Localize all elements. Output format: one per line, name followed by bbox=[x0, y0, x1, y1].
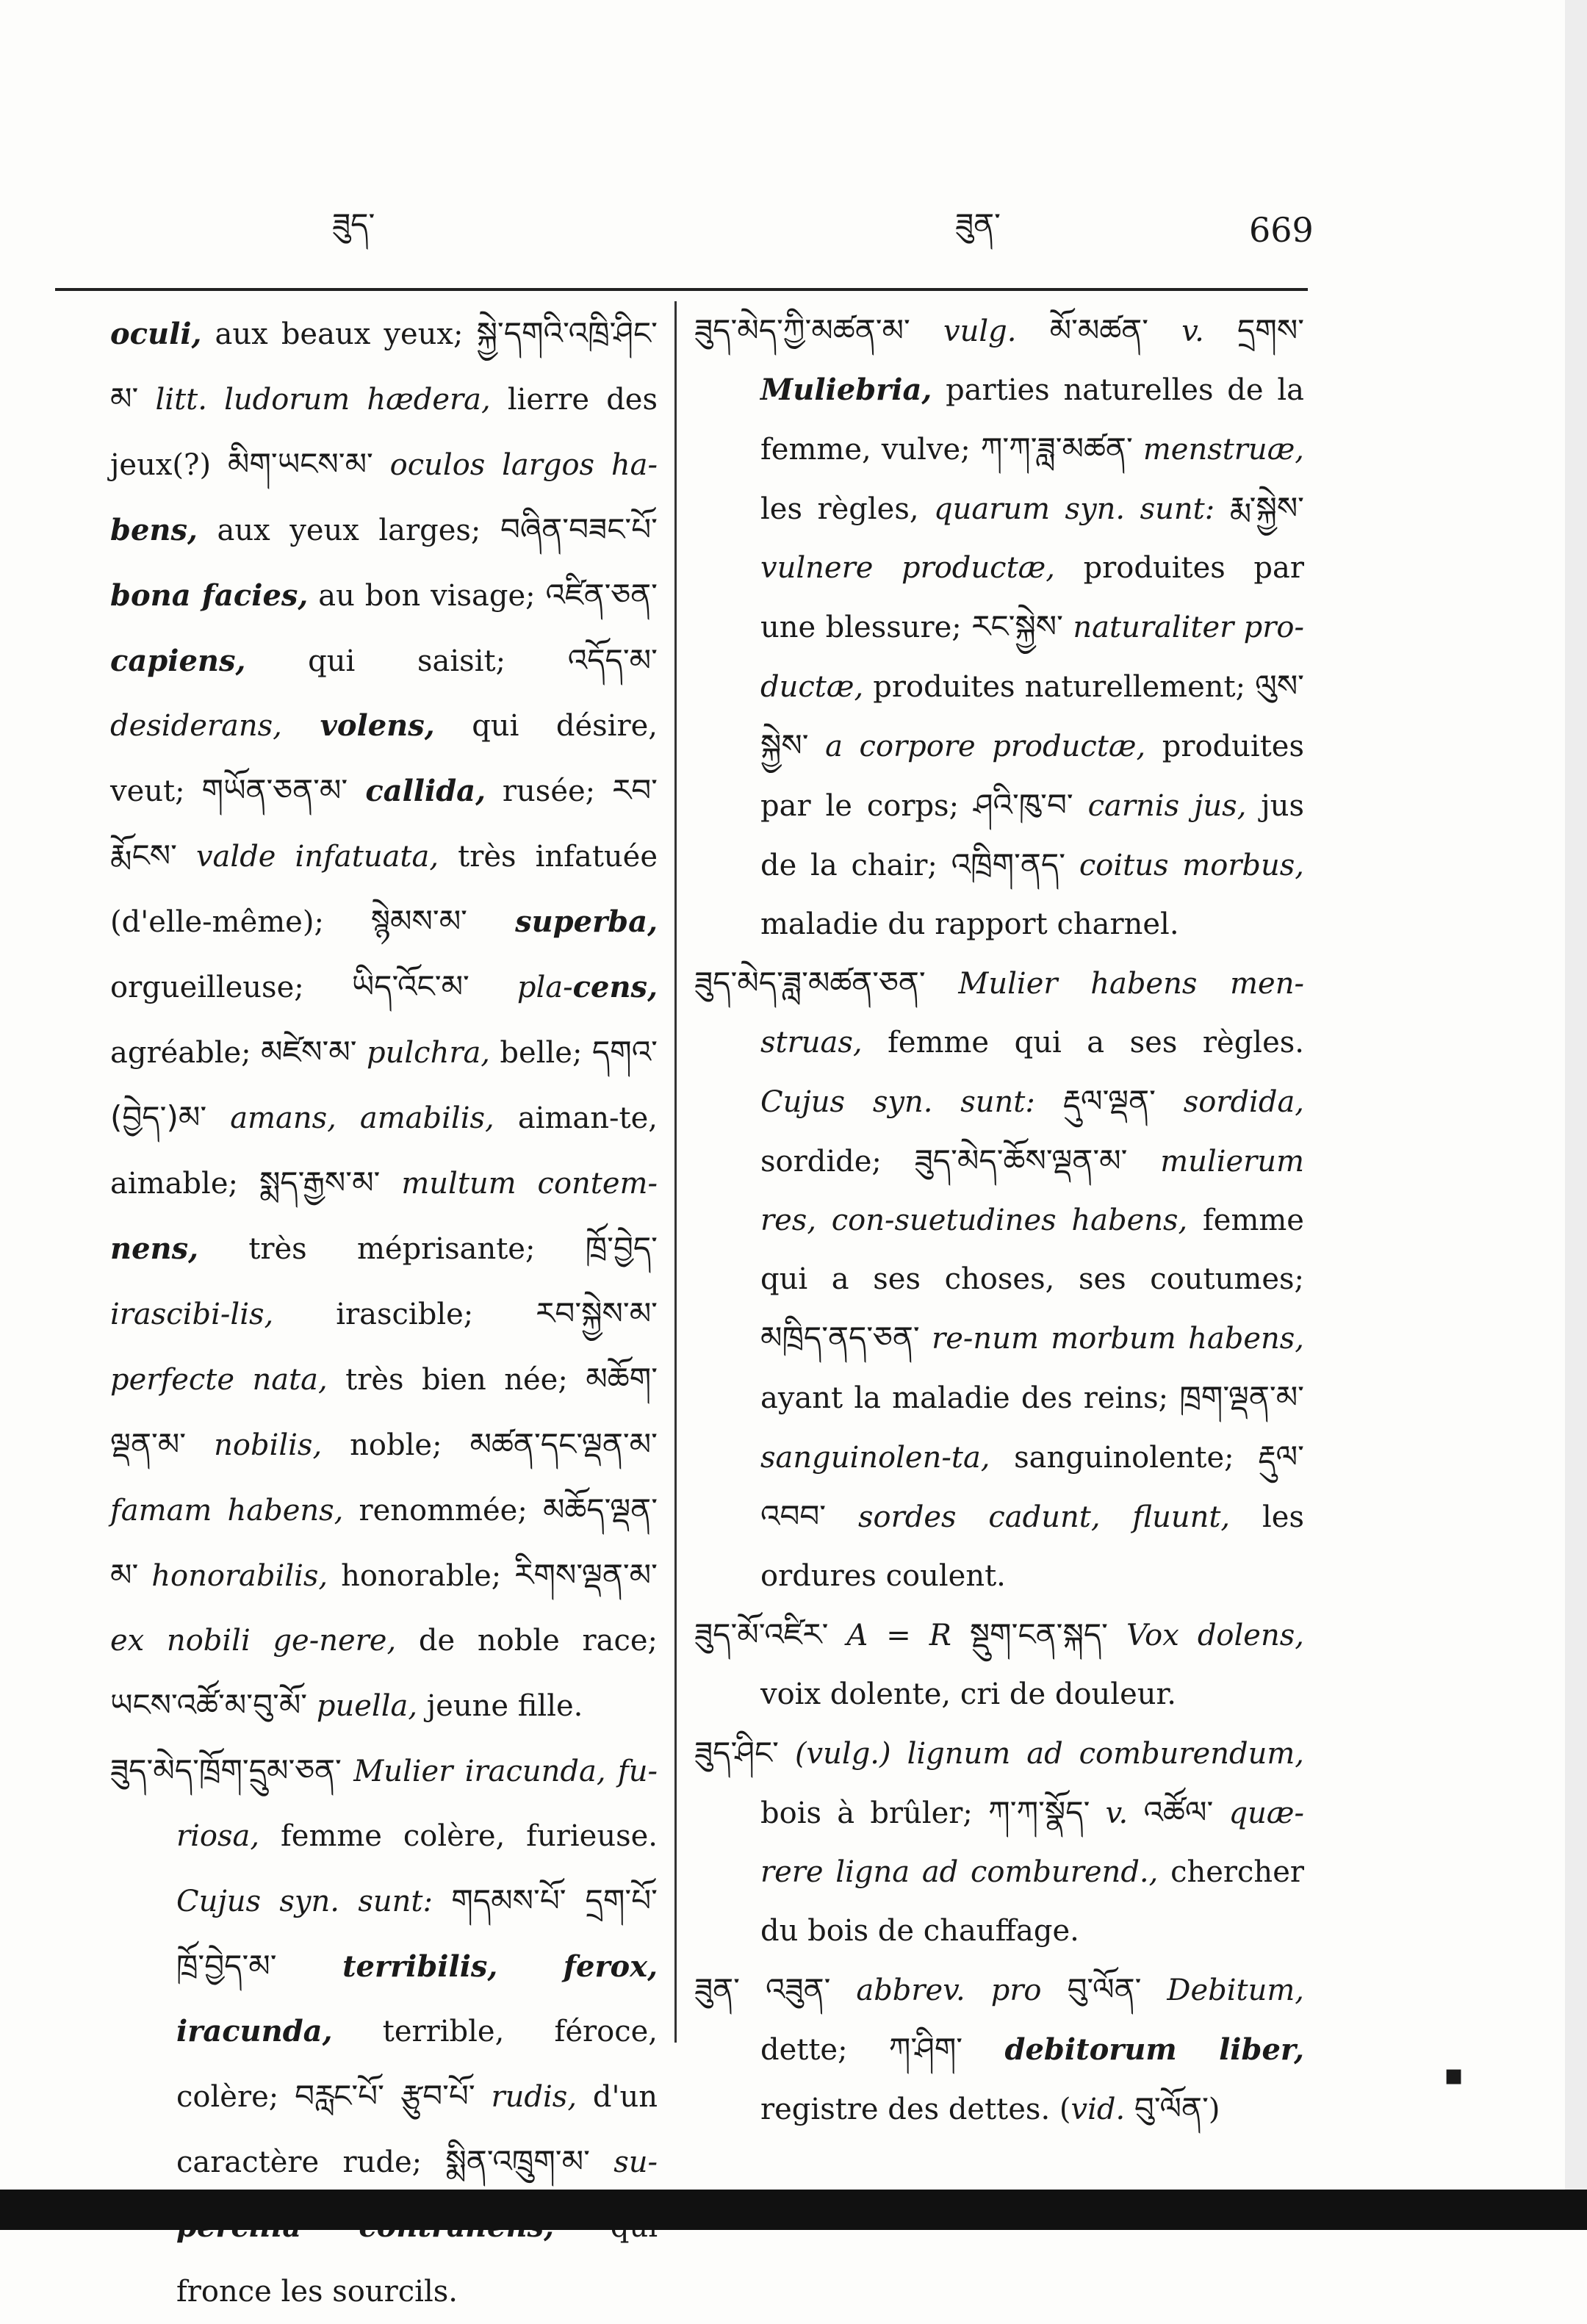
latin-gloss: multum contem- bbox=[380, 1167, 658, 1201]
tibetan-term: བཞིན་བཟང་པོ་ bbox=[500, 511, 658, 547]
tibetan-term: ཟུད་ཤིང་ bbox=[694, 1735, 779, 1771]
latin-gloss: v. bbox=[1148, 314, 1204, 348]
french-gloss: orgueilleuse; bbox=[110, 971, 352, 1004]
french-gloss: d'un caractère rude; bbox=[176, 2080, 658, 2179]
latin-gloss: vid. bbox=[1070, 2093, 1126, 2126]
tibetan-term: གདམས་པོ་ དྲག་པོ་ ཁྲོ་བྱེད་མ་ bbox=[176, 1882, 658, 1984]
latin-gloss: nens, bbox=[110, 1231, 199, 1266]
french-gloss: aux yeux larges; bbox=[197, 514, 500, 547]
latin-gloss: Mulier iracunda, fu-riosa, bbox=[176, 1755, 658, 1853]
tibetan-term: མཁྲིད་ནད་ཅན་ bbox=[760, 1320, 920, 1356]
dictionary-entry bbox=[694, 1724, 1304, 1960]
latin-gloss: debitorum liber, bbox=[962, 2032, 1305, 2067]
french-gloss: sanguinolente; bbox=[990, 1441, 1259, 1475]
latin-gloss: perfecte nata, bbox=[110, 1363, 328, 1397]
latin-gloss: ex nobili ge- bbox=[110, 1624, 320, 1658]
tibetan-term: འཁྲིག་ནད་ bbox=[951, 846, 1066, 882]
tibetan-term: རྡུལ་འབབ་ bbox=[760, 1439, 1304, 1534]
french-gloss bbox=[1214, 492, 1229, 526]
latin-gloss: desiderans, bbox=[110, 709, 282, 743]
tibetan-term: ལུས་སྐྱེས་ bbox=[760, 668, 1304, 763]
french-gloss: honorable; bbox=[328, 1559, 515, 1593]
tibetan-term: འཚོལ་ bbox=[1143, 1794, 1214, 1830]
french-gloss: aux beaux yeux; bbox=[201, 317, 477, 351]
french-gloss bbox=[740, 1974, 766, 2007]
latin-gloss: Muliebria, bbox=[760, 373, 932, 407]
latin-gloss: pla- bbox=[469, 971, 573, 1004]
latin-gloss: (vulg.) lignum ad comburendum, bbox=[778, 1737, 1304, 1771]
tibetan-term: བུ་ལོན་ bbox=[1067, 1971, 1142, 2007]
french-gloss: dette; bbox=[760, 2033, 889, 2067]
latin-gloss: sanguinolen-ta, bbox=[760, 1441, 990, 1475]
french-gloss: les ordures coulent. bbox=[760, 1500, 1304, 1593]
tibetan-term: ཟུད་མེད་ཟླ་མཚན་ཅན་ bbox=[694, 965, 926, 1001]
french-gloss: femme qui a ses règles. bbox=[862, 1026, 1304, 1060]
latin-gloss: v. bbox=[1090, 1796, 1129, 1830]
french-gloss bbox=[951, 1619, 970, 1652]
french-gloss bbox=[1042, 1974, 1068, 2007]
latin-gloss: sordes cadunt, fluunt, bbox=[826, 1500, 1231, 1534]
tibetan-term: ཤིང་མ་ bbox=[110, 315, 658, 417]
tibetan-term: ཀ་ཀ་སྣོད་ bbox=[988, 1794, 1090, 1830]
latin-gloss: A = R bbox=[828, 1619, 951, 1652]
french-gloss: registre des dettes. ( bbox=[760, 2093, 1071, 2126]
french-gloss bbox=[1204, 314, 1237, 348]
header-right-headword: ཟུན་ bbox=[955, 206, 1001, 242]
dictionary-entry bbox=[110, 1738, 658, 2324]
french-gloss: jus de la chair; bbox=[760, 789, 1304, 882]
latin-gloss: litt. ludorum hædera, bbox=[138, 383, 491, 417]
french-gloss: très bien née; bbox=[327, 1363, 586, 1397]
tibetan-term: ཁྲག་ལྡན་མ་ bbox=[1179, 1379, 1304, 1415]
tibetan-term: ཡངས་འཚོ་མ་བུ་མོ་ bbox=[110, 1687, 308, 1723]
latin-gloss: volens, bbox=[281, 708, 435, 743]
french-gloss: de noble race; bbox=[396, 1624, 658, 1658]
latin-gloss: Debitum, bbox=[1141, 1974, 1305, 2007]
french-gloss bbox=[1125, 2093, 1134, 2126]
french-gloss: les règles, bbox=[760, 492, 935, 526]
header-left-headword: ཟུད་ bbox=[332, 206, 375, 242]
scan-edge bbox=[1565, 0, 1587, 2190]
tibetan-term: སྡུག་ངན་སྐད་ bbox=[969, 1616, 1108, 1652]
french-gloss: agréable; bbox=[110, 1036, 262, 1070]
french-gloss: ) bbox=[1208, 2093, 1220, 2126]
tibetan-term: རྡུལ་ལྡན་ bbox=[1062, 1083, 1156, 1119]
french-gloss: renommée; bbox=[343, 1494, 543, 1528]
tibetan-term: འདོད་མ་ bbox=[567, 642, 658, 678]
french-gloss bbox=[1035, 1085, 1063, 1119]
latin-gloss: re-num morbum habens, bbox=[919, 1322, 1304, 1356]
latin-gloss: vulnere productæ, bbox=[760, 551, 1055, 585]
latin-gloss: famam habens, bbox=[110, 1494, 344, 1528]
french-gloss: fronce les sourcils. bbox=[176, 2275, 458, 2309]
dictionary-entry bbox=[694, 1605, 1304, 1724]
latin-gloss: abbrev. pro bbox=[830, 1974, 1042, 2007]
french-gloss: très infatuée (d'elle-même); bbox=[110, 840, 658, 939]
latin-gloss: puella, bbox=[307, 1689, 418, 1723]
latin-gloss: nobilis, bbox=[186, 1428, 323, 1462]
tibetan-term: འཛིན་ཅན་ bbox=[545, 577, 658, 613]
tibetan-term: མིག་ཡངས་མ་ bbox=[227, 446, 373, 482]
french-gloss: sordide; bbox=[760, 1145, 915, 1179]
tibetan-term: མཛེས་མ་ bbox=[261, 1034, 357, 1070]
latin-gloss: mulierum res, con-suetudines habens, bbox=[760, 1145, 1304, 1237]
french-gloss: produites par une blessure; bbox=[760, 551, 1305, 644]
latin-gloss: oculos largos ha- bbox=[373, 448, 658, 482]
tibetan-term: ཀ་ཀ་ཟླ་མཚན་ bbox=[980, 431, 1133, 467]
tibetan-term: དགའ་(བྱེད་)མ་ bbox=[110, 1034, 658, 1135]
latin-gloss: valde infatuata, bbox=[176, 840, 439, 874]
tibetan-term: རིགས་ལྡན་མ་ bbox=[514, 1557, 658, 1593]
latin-gloss: naturaliter pro-ductæ, bbox=[760, 611, 1304, 704]
french-gloss: femme qui a ses choses, ses coutumes; bbox=[760, 1204, 1304, 1296]
tibetan-term: མཆོད་ལྡན་མ་ bbox=[110, 1492, 658, 1593]
tibetan-term: ཀ་ཤིག་ bbox=[888, 2031, 963, 2067]
french-gloss: irascible; bbox=[273, 1298, 536, 1331]
tibetan-term: ཁྲོ་བྱེད་ bbox=[585, 1230, 658, 1266]
french-gloss: parties naturelles de la femme, vulve; bbox=[760, 373, 1304, 467]
latin-gloss: Mulier habens men-struas, bbox=[760, 967, 1304, 1060]
french-gloss: aiman-te, aimable; bbox=[110, 1101, 658, 1201]
tibetan-term: ཟུན་ bbox=[694, 1971, 740, 2007]
tibetan-term: མོ་མཚན་ bbox=[1049, 312, 1149, 348]
latin-gloss: rudis, bbox=[475, 2080, 577, 2114]
latin-gloss: terribilis, ferox, iracunda, bbox=[176, 1949, 658, 2048]
french-gloss: qui saisit; bbox=[245, 644, 568, 678]
french-gloss: femme colère, furieuse. bbox=[259, 1819, 658, 1853]
tibetan-term: ཤའི་ཁུ་བ་ bbox=[973, 787, 1073, 823]
latin-gloss: irascibi- bbox=[110, 1298, 231, 1331]
latin-gloss: coitus morbus, bbox=[1065, 849, 1304, 882]
french-gloss: jeune fille. bbox=[417, 1689, 583, 1723]
dictionary-entry bbox=[694, 1960, 1304, 2139]
header-rule bbox=[55, 288, 1308, 291]
tibetan-term: འཟུན་ bbox=[765, 1971, 831, 2007]
tibetan-term: བུ་ལོན་ bbox=[1134, 2090, 1209, 2126]
latin-gloss: quarum syn. sunt: bbox=[934, 492, 1215, 526]
latin-gloss: amans, amabilis, bbox=[206, 1101, 494, 1135]
latin-gloss: Cujus syn. sunt: bbox=[760, 1085, 1035, 1119]
french-gloss bbox=[1128, 1796, 1143, 1830]
french-gloss: très méprisante; bbox=[198, 1232, 586, 1266]
french-gloss: ayant la maladie des reins; bbox=[760, 1381, 1180, 1415]
tibetan-term: ཟུད་མེད་ཀྱི་མཚན་མ་ bbox=[694, 312, 910, 348]
french-gloss: noble; bbox=[322, 1428, 470, 1462]
french-gloss: rusée; bbox=[486, 774, 613, 808]
tibetan-term: སྨིན་འཁྲུག་མ་ bbox=[445, 2143, 590, 2179]
latin-gloss: lis, bbox=[230, 1298, 274, 1331]
tibetan-term: སྐྱེ་དགའི་འཁྲི་ bbox=[476, 315, 614, 351]
tibetan-term: སྨད་རྒྱས་མ་ bbox=[259, 1165, 381, 1201]
latin-gloss: quæ-rere ligna ad comburend., bbox=[760, 1796, 1305, 1889]
dictionary-entry bbox=[694, 954, 1304, 1605]
latin-gloss: su- bbox=[589, 2145, 658, 2179]
corner-mark: ▪ bbox=[1444, 2057, 1464, 2092]
latin-gloss: nere, bbox=[319, 1624, 397, 1658]
latin-gloss: superba, bbox=[467, 904, 658, 939]
french-gloss: produites naturellement; bbox=[863, 670, 1256, 704]
latin-gloss: oculi, bbox=[110, 317, 202, 351]
latin-gloss: sordida, bbox=[1155, 1085, 1305, 1119]
french-gloss: belle; bbox=[490, 1036, 592, 1070]
left-column bbox=[110, 301, 658, 2324]
tibetan-term: ཟུད་མེད་ཁྲོག་དྲུམ་ཅན་ bbox=[110, 1752, 342, 1788]
latin-gloss: Vox dolens, bbox=[1107, 1619, 1304, 1652]
tibetan-term: མཆོག་ལྡན་མ་ bbox=[110, 1361, 658, 1462]
dictionary-entry bbox=[694, 301, 1304, 954]
column-separator bbox=[674, 301, 677, 2043]
latin-gloss: pulchra, bbox=[356, 1036, 491, 1070]
latin-gloss: carnis jus, bbox=[1073, 789, 1247, 823]
latin-gloss: bens, bbox=[110, 513, 198, 547]
tibetan-term: དྲགས་ bbox=[1237, 312, 1305, 348]
french-gloss: maladie du rapport charnel. bbox=[760, 907, 1179, 941]
latin-gloss: honorabilis, bbox=[138, 1559, 328, 1593]
tibetan-term: རང་སྐྱེས་ bbox=[971, 608, 1063, 644]
french-gloss: qui désire, veut; bbox=[110, 709, 658, 808]
french-gloss: au bon visage; bbox=[308, 579, 546, 613]
tibetan-term: སྙེམས་མ་ bbox=[370, 903, 468, 939]
tibetan-term: རབ་རྨོངས་ bbox=[110, 772, 658, 874]
french-gloss: voix dolente, cri de douleur. bbox=[760, 1677, 1176, 1711]
latin-gloss: a corpore productæ, bbox=[808, 730, 1146, 763]
tibetan-term: ཟུད་མོ་འཛིར་ bbox=[694, 1616, 829, 1652]
french-gloss bbox=[433, 1885, 451, 1918]
latin-gloss: callida, bbox=[348, 774, 486, 808]
scan-bottom-bar bbox=[0, 2190, 1587, 2230]
french-gloss: terrible, féroce, colère; bbox=[176, 2015, 658, 2114]
latin-gloss: cens, bbox=[572, 970, 658, 1004]
tibetan-term: ཟུད་མེད་ཆོས་ལྡན་མ་ bbox=[914, 1143, 1128, 1179]
tibetan-term: མཚན་དང་ལྡན་མ་ bbox=[469, 1426, 658, 1462]
latin-gloss: vulg. bbox=[910, 314, 1017, 348]
right-column bbox=[694, 301, 1304, 2139]
dictionary-entry bbox=[110, 301, 658, 1738]
tibetan-term: རྨ་སྐྱེས་ bbox=[1229, 490, 1304, 526]
french-gloss: chercher du bois de chauffage. bbox=[760, 1855, 1304, 1948]
latin-gloss: Cujus syn. sunt: bbox=[176, 1885, 433, 1918]
latin-gloss: menstruæ, bbox=[1132, 433, 1304, 467]
tibetan-term: བརླང་པོ་ རྩུབ་པོ་ bbox=[295, 2078, 475, 2114]
latin-gloss: capiens, bbox=[110, 644, 246, 678]
french-gloss: produites par le corps; bbox=[760, 730, 1304, 823]
tibetan-term: གཡོན་ཅན་མ་ bbox=[201, 772, 348, 808]
tibetan-term: ཡིད་འོང་མ་ bbox=[351, 968, 469, 1004]
french-gloss bbox=[1016, 314, 1049, 348]
french-gloss: bois à brûler; bbox=[760, 1796, 989, 1830]
latin-gloss: bona facies, bbox=[110, 578, 309, 613]
french-gloss: lierre des jeux(?) bbox=[110, 383, 658, 482]
page-number: 669 bbox=[1249, 210, 1314, 250]
tibetan-term: རབ་སྐྱེས་མ་ bbox=[536, 1295, 658, 1331]
